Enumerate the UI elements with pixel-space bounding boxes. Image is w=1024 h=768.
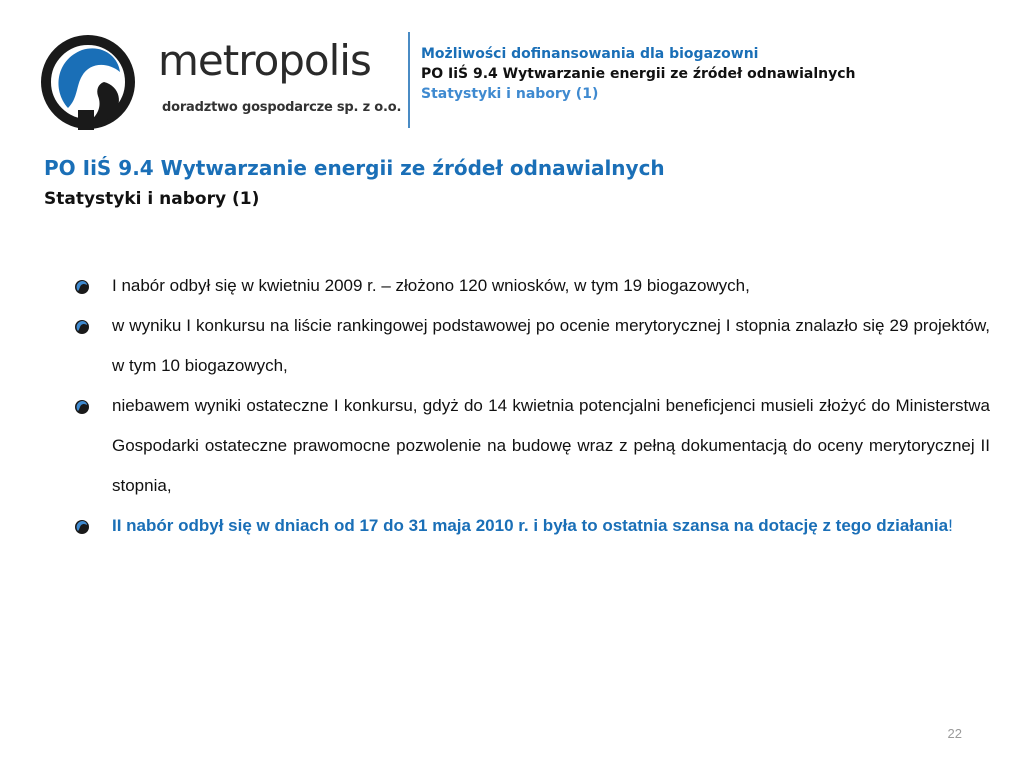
header-divider [408,32,410,128]
header-line-topic: Możliwości dofinansowania dla biogazowni [421,46,759,62]
slide-title: PO IiŚ 9.4 Wytwarzanie energii ze źródeł odnawialnych [44,156,665,180]
bullet-text: II nabór odbył się w dniach od 17 do 31 maja 2010 r. i była to ostatnia szansa na dotację z tego działania [112,516,949,535]
bullet-list [74,266,990,546]
header-line-section: Statystyki i nabory (1) [421,86,599,102]
bullet-text: I nabór odbył się w kwietniu 2009 r. – złożono 120 wniosków, w tym 19 biogazowych, [112,276,750,295]
bullet-item [74,306,990,386]
globe-bullet-icon [74,319,90,335]
globe-bullet-icon [74,519,90,535]
page-number: 22 [947,726,962,741]
bullet-text: w wyniku I konkursu na liście rankingowej podstawowej po ocenie merytorycznej I stopnia znalazło się 29 projektów, w tym 10 biogazowych, [112,316,990,375]
bullet-exclamation: ! [948,516,953,535]
bullet-item-highlight [74,506,990,546]
slide-subtitle: Statystyki i nabory (1) [44,189,260,209]
globe-bullet-icon [74,279,90,295]
bullet-text: niebawem wyniki ostateczne I konkursu, gdyż do 14 kwietnia potencjalni beneficjenci musieli złożyć do Ministerstwa Gospodarki ostateczne prawomocne pozwolenie na budowę wraz z pełną dokumentacją do oceny merytorycznej II stopnia, [112,396,990,495]
metropolis-logo-icon [38,32,148,132]
logo-wordmark: metropolis [158,36,371,85]
header-line-program: PO IiŚ 9.4 Wytwarzanie energii ze źródeł odnawialnych [421,66,856,82]
bullet-item [74,386,990,506]
globe-bullet-icon [74,399,90,415]
bullet-item [74,266,990,306]
header-block [421,44,855,104]
logo-tagline: doradztwo gospodarcze sp. z o.o. [162,100,402,115]
company-logo [38,30,408,130]
